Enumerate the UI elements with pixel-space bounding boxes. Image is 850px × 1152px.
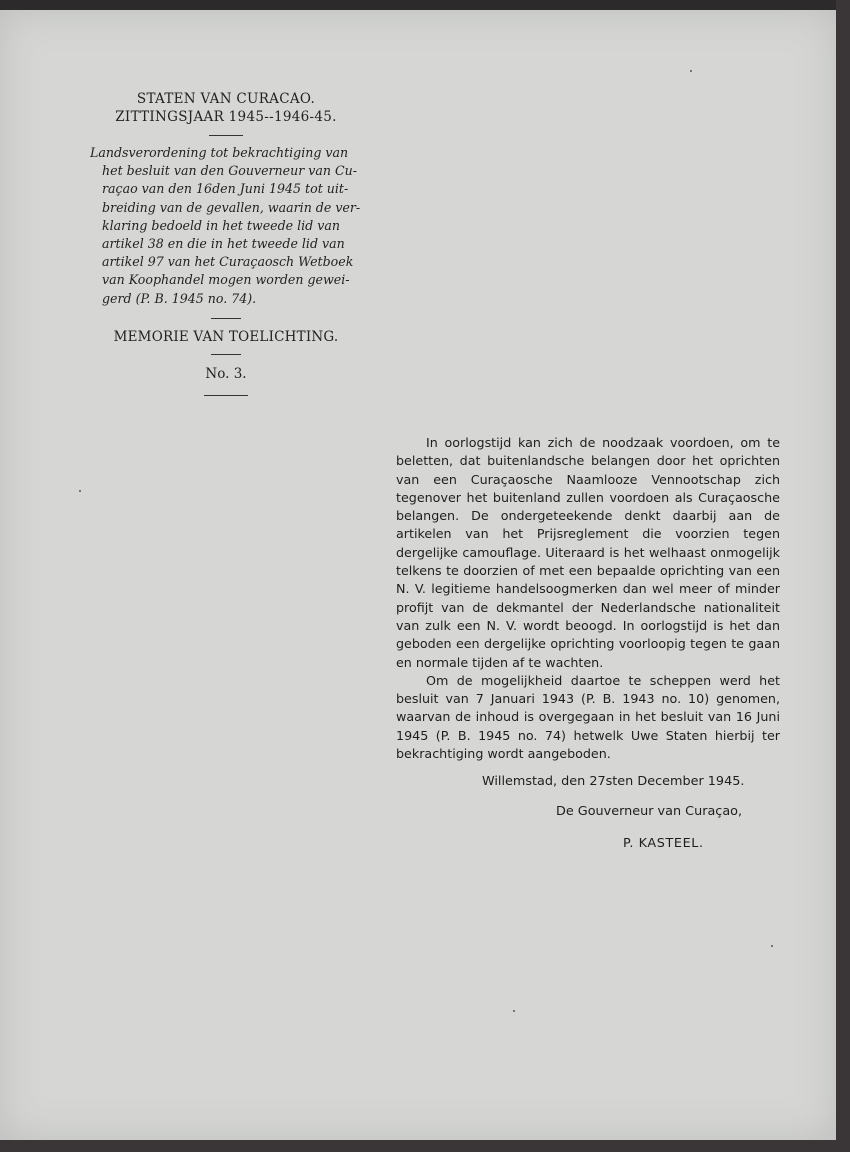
title-line: breiding van de gevallen, waarin de ver- [102,199,361,215]
divider [211,354,241,355]
body-paragraph: In oorlogstijd kan zich de noodzaak voordoen, om te beletten, dat buitenlandsche belangen door het oprichten van een Curaçaosche Naamlooze Vennootschap zich tegenover het buitenland zullen voordoen als Curaçaosche belangen. De ondergeteekende denkt daarbij aan de artikelen van het Prijsreglement die voorzien tegen dergelijke camouflage. Uiteraard is het welhaast onmogelijk telkens te doorzien of met een bepaalde oprichting van een N. V. legitieme handelsoogmerken dan wel meer of minder profijt van de dekmantel der Nederlandsche nationaliteit van zulk een N. V. wordt beoogd. In oorlogstijd is het dan geboden een dergelijke oprichting voorloopig tegen te gaan en normale tijden af te wachten. [396,435,780,670]
paper-speck [79,490,81,492]
divider [209,135,243,136]
header-title: STATEN VAN CURACAO. [136,91,316,107]
memorie-heading: MEMORIE VAN TOELICHTING. [113,328,339,345]
title-line: van Koophandel mogen worden gewei- [102,272,350,288]
document-page [0,10,836,1140]
title-line: gerd (P. B. 1945 no. 74). [102,290,257,306]
title-line: raçao van den 16den Juni 1945 tot uit- [102,181,349,197]
paper-speck [690,70,692,72]
title-line: artikel 38 en die in het tweede lid van [102,236,345,252]
header-block [88,90,364,396]
ordinance-title [88,144,364,308]
paper-speck [771,945,773,947]
title-line: het besluit van den Gouverneur van Cu- [102,163,357,179]
paper-speck [513,1010,515,1012]
divider [211,318,241,319]
signatory-name: P. KASTEEL. [623,836,704,851]
title-line: artikel 97 van het Curaçaosch Wetboek [102,254,354,270]
body-paragraph: Om de mogelijkheid daartoe te scheppen werd het besluit van 7 Januari 1943 (P. B. 1943 no. 10) genomen, waarvan de inhoud is overgegaan in het besluit van 16 Juni 1945 (P. B. 1945 no. 74) hetwelk Uwe Staten hierbij ter bekrachtiging wordt aangeboden. [396,672,780,762]
scan-edge [0,1140,850,1152]
title-line: klaring bedoeld in het tweede lid van [102,217,340,233]
scan-edge [836,0,850,1152]
document-number: No. 3. [205,365,247,382]
session-year: ZITTINGSJAAR 1945--1946-45. [115,109,337,125]
divider [204,395,248,396]
place-date: Willemstad, den 27sten December 1945. [482,774,745,789]
title-line: Landsverordening tot bekrachtiging van [90,145,349,160]
signatory-role: De Gouverneur van Curaçao, [556,804,743,819]
explanation-body [396,434,780,763]
